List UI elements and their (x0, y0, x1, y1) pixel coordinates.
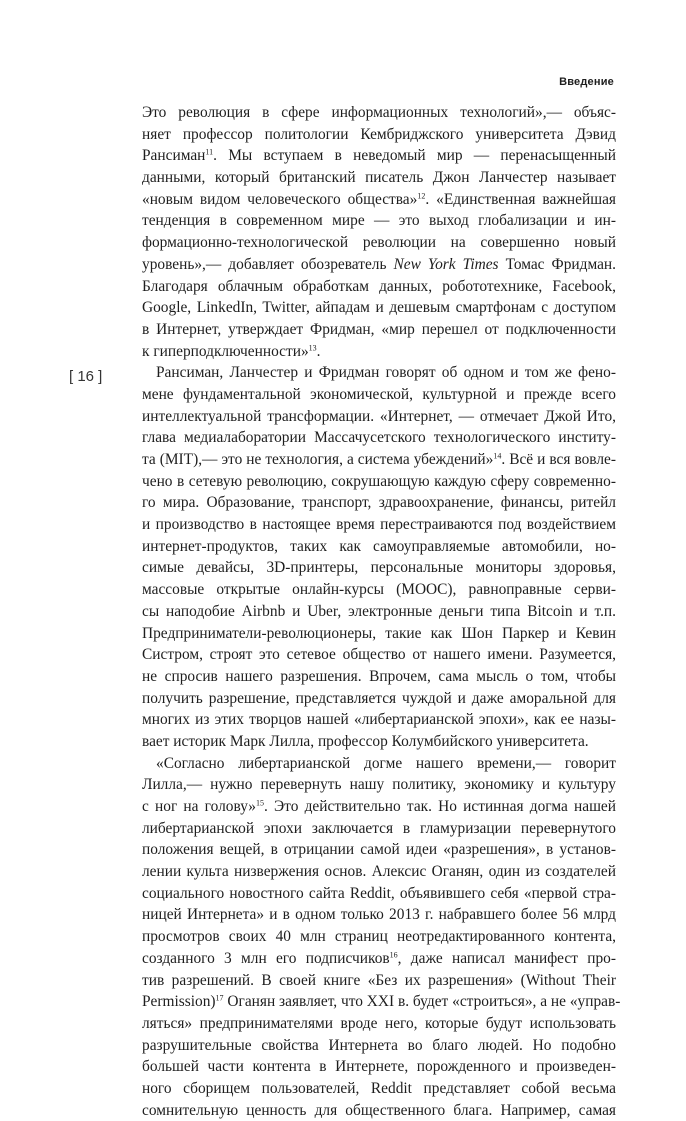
text-line: социального новостного сайта Reddit, объявившего себя «первой стра- (142, 884, 616, 902)
body-text (142, 102, 621, 1121)
text-line: няет профессор политологии Кембриджского университета Дэвид (142, 125, 616, 143)
text-line: положения вещей, в отрицании самой идеи «разрешения», в установ- (142, 841, 616, 859)
text-line: уровень»,— добавляет обозреватель New York Times Томас Фридман. (142, 255, 617, 273)
text-line: лении культа низвержения основ. Алексис Оганян, один из создателей (142, 863, 616, 881)
text-line: тив разрешений. В своей книге «Без их разрешения» (Without Their (142, 971, 616, 989)
text-line: Это революция в сфере информационных технологий»,— объяс- (142, 104, 616, 121)
text-line: Систром, строят это сетевое общество от нашего имени. Разумеется, (142, 646, 616, 664)
page-number: [ 16 ] (69, 368, 103, 385)
text-line: либертарианской эпохи заключается в гламуризации перевернутого (142, 819, 616, 837)
text-line: большей части контента в Интернете, порожденного и произведен- (142, 1058, 616, 1076)
footnote-ref: 16 (389, 950, 398, 960)
text-line: массовые открытые онлайн-курсы (MOOC), равноправные серви- (142, 581, 616, 599)
text-line: мене фундаментальной экономической, культурной и прежде всего (142, 385, 616, 403)
text-line: Предприниматели-революционеры, такие как Шон Паркер и Кевин (142, 624, 616, 642)
footnote-ref: 14 (493, 451, 502, 461)
footnote-ref: 15 (256, 798, 264, 808)
text-line: не спросив нашего разрешения. Впрочем, сама мысль о том, чтобы (142, 667, 616, 685)
text-line: сомнительную ценность для общественного блага. Например, самая (142, 1101, 616, 1119)
text-line: Рансиман, Ланчестер и Фридман говорят об одном и том же фено- (156, 364, 616, 382)
text-line: многих из этих творцов нашей «либертарианской эпохи», как ее назы- (142, 711, 616, 729)
text-line: разрушительные свойства Интернета во благо людей. Но подобно (142, 1036, 616, 1054)
text-line: та (MIT),— это не технология, а система убеждений»$^{14}$. Всё и вся вовле- (142, 451, 617, 468)
text-line: вает историк Марк Лилла, профессор Колумбийского университета. (142, 732, 589, 750)
text-line: тенденция в современном мире — это выход глобализации и ин- (142, 212, 616, 230)
text-line: Лилла,— нужно перевернуть нашу политику, экономику и культуру (142, 776, 616, 794)
footnote-ref: 11 (205, 147, 214, 157)
text-line: данными, который британский писатель Джон Ланчестер называет (142, 169, 616, 187)
text-line: глава медиалаборатории Массачусетского технологического институ- (142, 429, 616, 447)
text-line: и производство в настоящее время перестраиваются под воздействием (142, 516, 616, 534)
text-line: в Интернет, утверждает Фридман, «мир перешел от подключенности (142, 320, 616, 338)
text-line: «новым видом человеческого общества»$^{12}$. «Единственная важнейшая (142, 190, 616, 208)
text-line: «Согласно либертарианской догме нашего времени,— говорит (156, 754, 616, 772)
text-line: Permission)$^{17}$ Оганян заявляет, что XXI в. будет «строиться», а не «управ- (142, 993, 621, 1011)
text-line: чено в сетевую революцию, сокрушающую каждую сферу современно- (142, 472, 616, 490)
publication-title: New York Times (393, 255, 499, 273)
text-line: Google, LinkedIn, Twitter, айпадам и дешевым смартфонам с доступом (142, 299, 616, 317)
text-line: с ног на голову»$^{15}$. Это действительно так. Но истинная догма нашей (142, 798, 617, 815)
running-head: Введение (559, 76, 614, 88)
text-line: ляться» предпринимателями вроде него, которые будут использовать (142, 1014, 616, 1032)
text-line: созданного 3 млн его подписчиков$^{16}$, даже написал манифест про- (142, 949, 616, 967)
text-line: интеллектуальной трансформации. «Интернет, — отмечает Джой Ито, (142, 407, 616, 425)
footnote-ref: 13 (308, 342, 317, 352)
text-line: формационно-технологической революции на совершенно новый (142, 234, 616, 252)
text-line: ного сборищем пользователей, Reddit представляет собой весьма (142, 1079, 616, 1097)
text-line: ницей Интернета» и в одном только 2013 г. набравшего более 56 млрд (142, 906, 616, 924)
footnote-ref: 17 (215, 993, 224, 1003)
text-line: просмотров своих 40 млн страниц неотредактированного контента, (142, 928, 616, 946)
text-line: го мира. Образование, транспорт, здравоохранение, финансы, ритейл (142, 494, 616, 512)
text-line: Благодаря облачным обработкам данных, робототехнике, Facebook, (142, 277, 616, 295)
text-line: к гиперподключенности»$^{13}$. (142, 342, 321, 360)
text-line: симые девайсы, 3D-принтеры, персональные мониторы здоровья, (142, 559, 616, 577)
footnote-ref: 12 (417, 191, 426, 201)
text-line: интернет-продуктов, таких как самоуправляемые автомобили, но- (142, 537, 616, 555)
text-line: сы наподобие Airbnb и Uber, электронные деньги типа Bitcoin и т.п. (142, 602, 616, 620)
text-line: Рансиман$^{11}$. Мы вступаем в неведомый мир — перенасыщенный (142, 147, 616, 165)
text-line: получить разрешение, представляется чуждой и даже аморальной для (142, 689, 616, 707)
